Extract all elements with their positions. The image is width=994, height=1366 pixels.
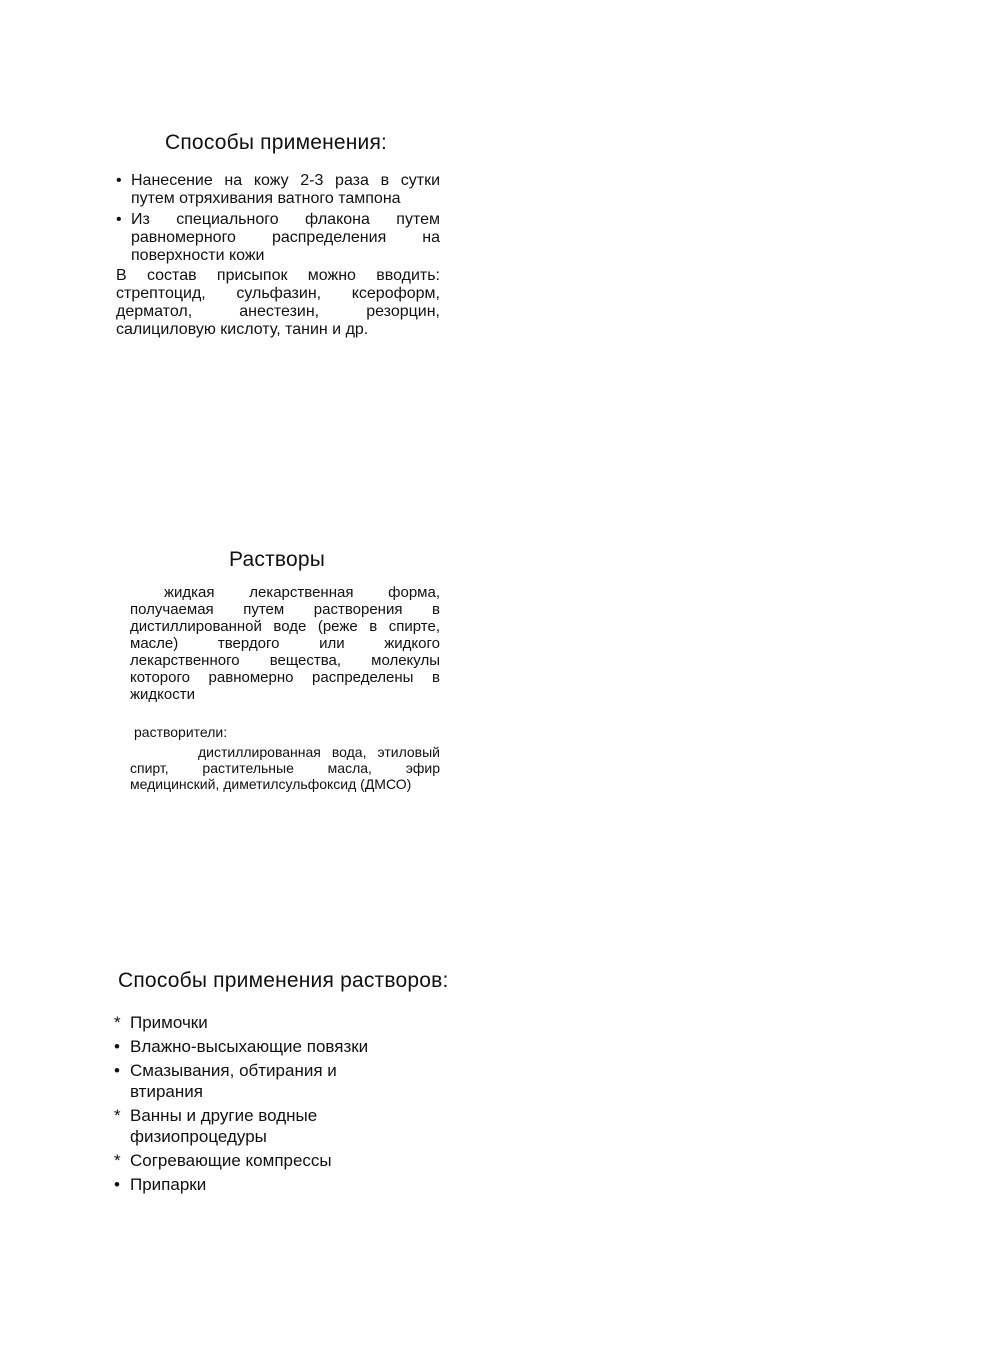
section1-title: Способы применения: xyxy=(165,131,388,154)
list-item-text: Ванны и другие водные физиопроцедуры xyxy=(130,1106,318,1146)
solvents-label: растворители: xyxy=(134,724,228,740)
list-item xyxy=(116,211,440,265)
list-item xyxy=(114,1150,414,1171)
list-item-text: Согревающие компрессы xyxy=(130,1151,332,1170)
section1-list xyxy=(116,172,440,265)
list-item-text: Примочки xyxy=(130,1013,208,1032)
bullet-icon: • xyxy=(116,211,122,228)
solvents-text: дистиллированная вода, этиловый спирт, растительные масла, эфир медицинский, диметилсульфоксид (ДМСО) xyxy=(130,744,440,792)
bullet-icon: • xyxy=(116,172,122,189)
list-item-text: Припарки xyxy=(130,1175,207,1194)
list-item xyxy=(114,1174,414,1195)
section1-content xyxy=(116,172,440,339)
bullet-icon: * xyxy=(114,1013,121,1032)
section3-list xyxy=(114,1012,414,1195)
list-item xyxy=(114,1012,414,1033)
list-item-text: Нанесение на кожу 2-3 раза в сутки путем отряхивания ватного тампона xyxy=(131,172,440,207)
list-item-text: Смазывания, обтирания и втирания xyxy=(130,1061,337,1101)
list-item-text: Из специального флакона путем равномерного распределения на поверхности кожи xyxy=(131,211,440,264)
bullet-icon: • xyxy=(114,1037,120,1056)
definition-paragraph: жидкая лекарственная форма, получаемая путем растворения в дистиллированной воде (реже в спирте, масле) твердого или жидкого лекарственного вещества, молекулы которого равномерно распределены в жидкости xyxy=(130,584,440,703)
section3-title: Способы применения растворов: xyxy=(118,969,449,992)
list-item xyxy=(114,1036,414,1057)
list-item xyxy=(114,1105,335,1147)
list-item xyxy=(116,172,440,208)
list-item-text: Влажно-высыхающие повязки xyxy=(130,1037,369,1056)
bullet-icon: * xyxy=(114,1106,121,1125)
section2-title: Растворы xyxy=(229,548,326,571)
bullet-icon: * xyxy=(114,1151,121,1170)
list-item xyxy=(114,1060,414,1102)
ingredients-paragraph: В состав присыпок можно вводить: стрептоцид, сульфазин, ксероформ, дерматол, анестезин, резорцин, салициловую кислоту, танин и др. xyxy=(116,267,440,338)
bullet-icon: • xyxy=(114,1061,120,1080)
bullet-icon: • xyxy=(114,1175,120,1194)
